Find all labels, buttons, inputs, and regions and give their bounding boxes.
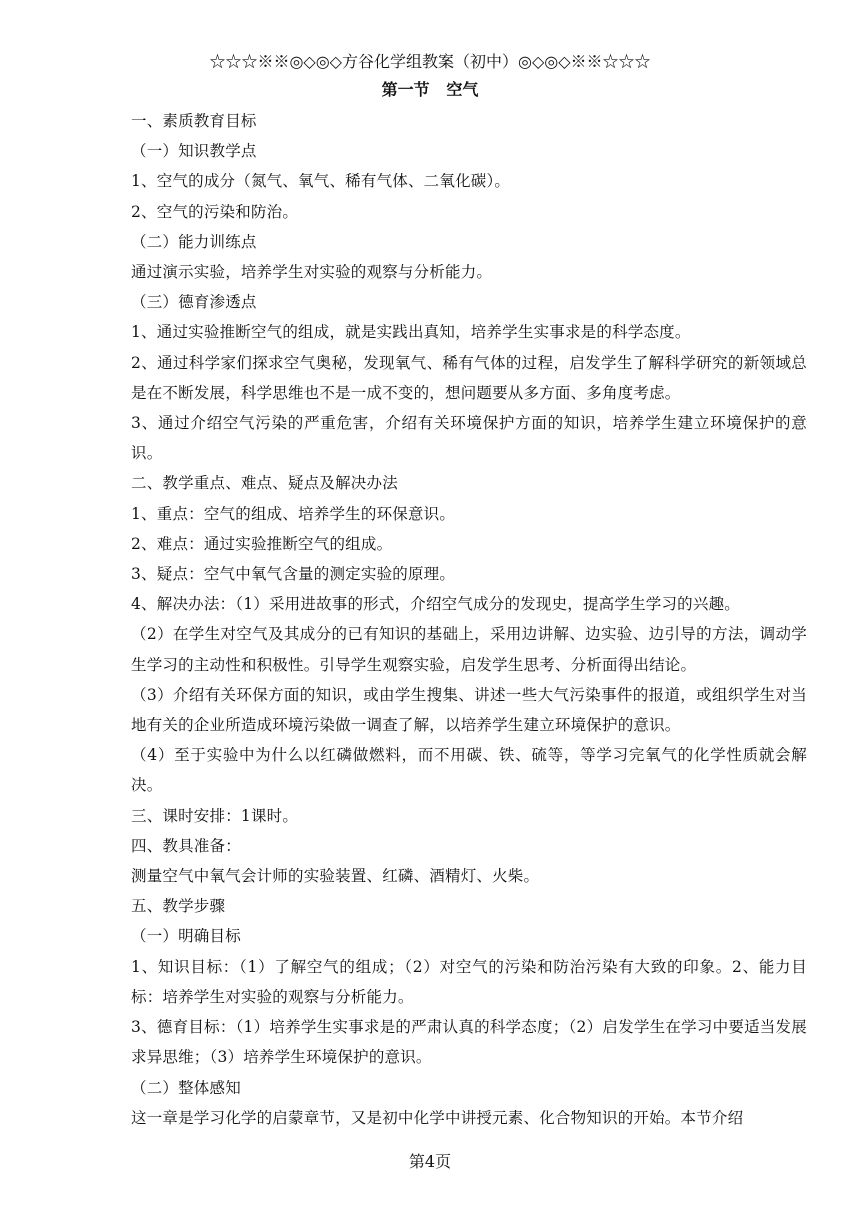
paragraph: 测量空气中氧气会计师的实验装置、红磷、酒精灯、火柴。 — [131, 867, 540, 886]
paragraph: 通过演示实验，培养学生对实验的观察与分析能力。 — [131, 263, 493, 282]
heading-materials: 四、教具准备： — [131, 836, 241, 855]
heading-schedule: 三、课时安排：1课时。 — [131, 806, 299, 825]
list-item: 1、知识目标：（1）了解空气的组成；（2）对空气的污染和防治污染有大致的印象。2、能力目标：培养学生对实验的观察与分析能力。 — [131, 957, 807, 1006]
heading-teaching-steps: 五、教学步骤 — [131, 897, 226, 916]
list-item: 1、重点：空气的组成、培养学生的环保意识。 — [131, 504, 456, 523]
subheading-knowledge-points: （一）知识教学点 — [131, 142, 257, 161]
list-item: 3、通过介绍空气污染的严重危害，介绍有关环境保护方面的知识，培养学生建立环境保护的意识。 — [131, 414, 807, 463]
subheading-ability-points: （二）能力训练点 — [131, 232, 257, 251]
page-number: 第4页 — [408, 1152, 452, 1171]
body-text — [131, 106, 807, 1133]
subheading-overall-perception: （二）整体感知 — [131, 1078, 241, 1097]
section-title: 第一节 空气 — [381, 80, 479, 99]
heading-quality-goals: 一、素质教育目标 — [131, 112, 257, 130]
list-item: （4）至于实验中为什么以红磷做燃料，而不用碳、铁、硫等，等学习完氧气的化学性质就会解决。 — [131, 746, 807, 795]
list-item: 4、解决办法：（1）采用进故事的形式，介绍空气成分的发现史，提高学生学习的兴趣。 — [131, 595, 740, 614]
list-item: 2、难点：通过实验推断空气的组成。 — [131, 534, 393, 553]
subheading-clear-goals: （一）明确目标 — [131, 927, 241, 946]
list-item: 3、德育目标：（1）培养学生实事求是的严肃认真的科学态度；（2）启发学生在学习中要适当发展求异思维；（3）培养学生环境保护的意识。 — [131, 1018, 807, 1067]
list-item: （2）在学生对空气及其成分的已有知识的基础上，采用边讲解、边实验、边引导的方法，调动学生学习的主动性和积极性。引导学生观察实验，启发学生思考、分析面得出结论。 — [131, 625, 807, 674]
heading-key-points: 二、教学重点、难点、疑点及解决办法 — [131, 474, 398, 493]
list-item: 1、空气的成分（氮气、氧气、稀有气体、二氧化碳）。 — [131, 172, 511, 191]
list-item: 2、空气的污染和防治。 — [131, 202, 299, 221]
list-item: 1、通过实验推断空气的组成，就是实践出真知，培养学生实事求是的科学态度。 — [131, 323, 691, 342]
list-item: 3、疑点：空气中氧气含量的测定实验的原理。 — [131, 565, 456, 584]
list-item: （3）介绍有关环保方面的知识，或由学生搜集、讲述一些大气污染事件的报道，或组织学生对当地有关的企业所造成环境污染做一调查了解，以培养学生建立环境保护的意识。 — [131, 685, 807, 735]
list-item: 2、通过科学家们探求空气奥秘，发现氧气、稀有气体的过程，启发学生了解科学研究的新领域总是在不断发展，科学思维也不是一成不变的，想问题要从多方面、多角度考虑。 — [131, 353, 807, 402]
subheading-moral-points: （三）德育渗透点 — [131, 293, 257, 312]
page-header: ☆☆☆※※◎◇◎◇方谷化学组教案（初中）◎◇◎◇※※☆☆☆ — [209, 52, 651, 71]
paragraph: 这一章是学习化学的启蒙章节，又是初中化学中讲授元素、化合物知识的开始。本节介绍 — [131, 1108, 744, 1127]
